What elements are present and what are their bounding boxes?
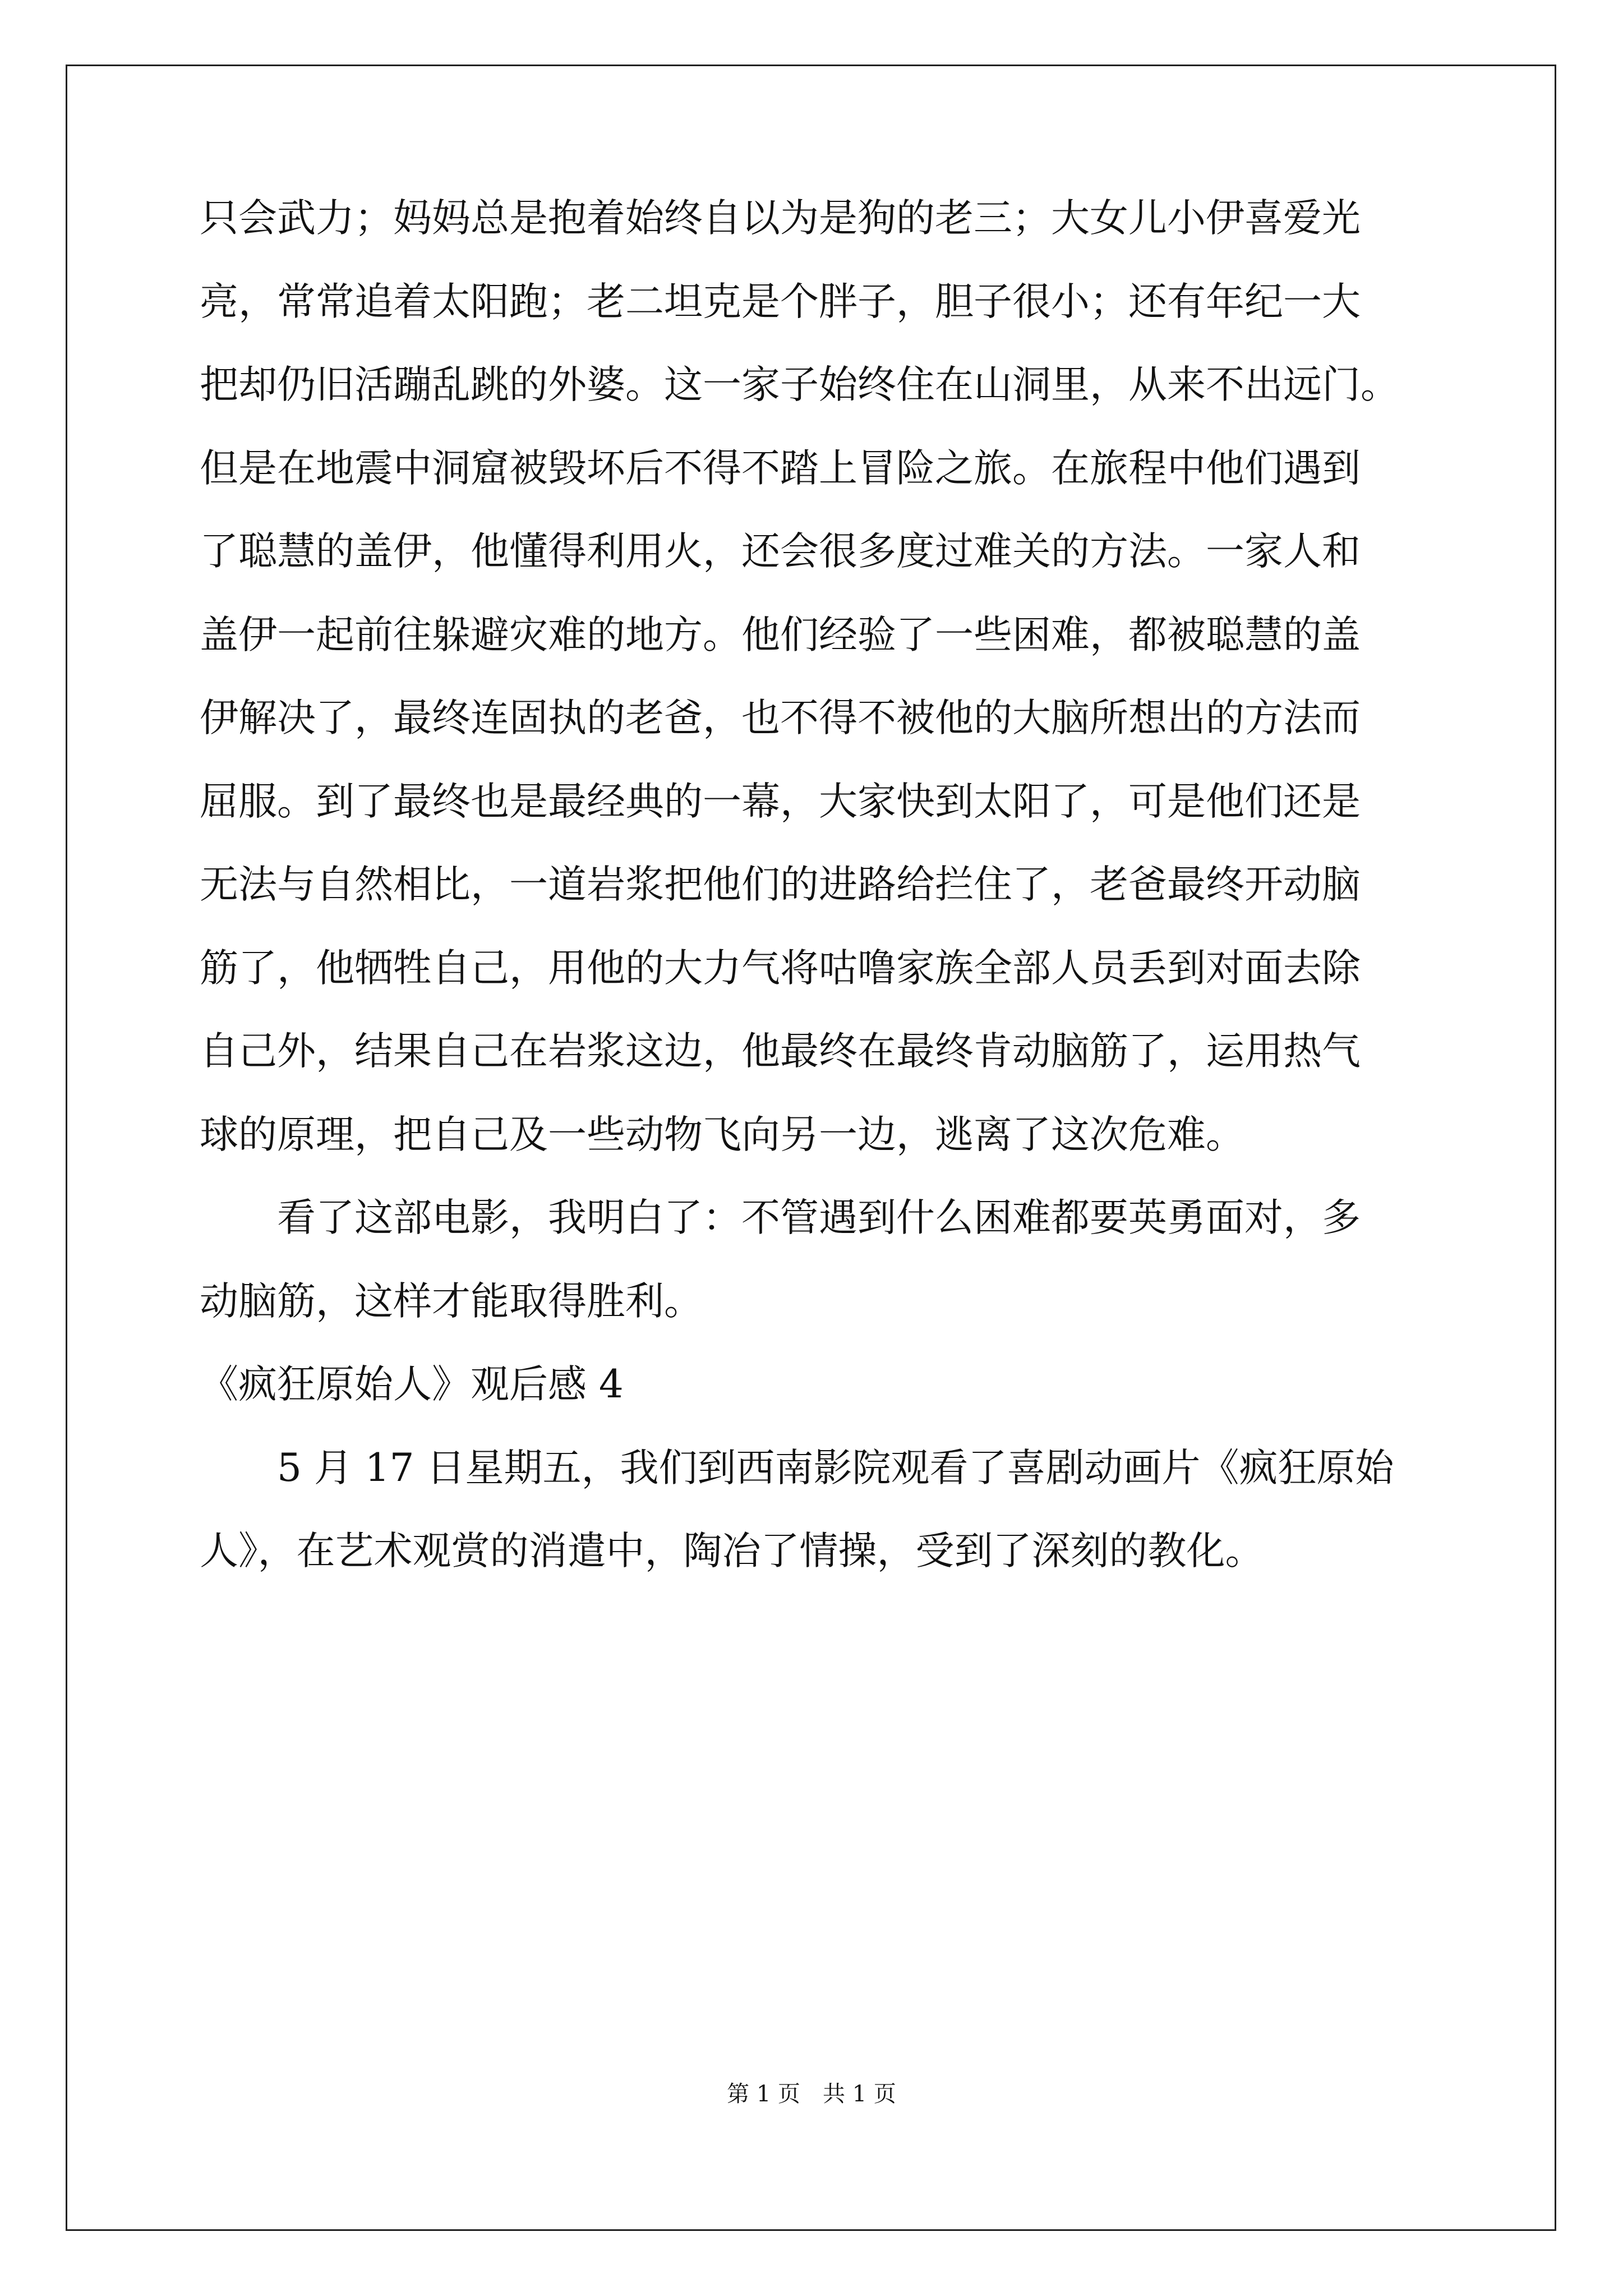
paragraph-line: 了聪慧的盖伊，他懂得利用火，还会很多度过难关的方法。一家人和 [200,529,1361,574]
paragraph-line: 盖伊一起前往躲避灾难的地方。他们经验了一些困难，都被聪慧的盖 [200,613,1361,657]
paragraph-line: 人》，在艺术观赏的消遣中，陶冶了情操，受到了深刻的教化。 [200,1529,1264,1573]
paragraph-line: 5 月 17 日星期五，我们到西南影院观看了喜剧动画片《疯狂原始 [277,1446,1394,1490]
paragraph-line: 只会武力；妈妈总是抱着始终自以为是狗的老三；大女儿小伊喜爱光 [200,196,1361,241]
paragraph-line: 屈服。到了最终也是最经典的一幕，大家快到太阳了，可是他们还是 [200,779,1361,824]
paragraph-line: 把却仍旧活蹦乱跳的外婆。这一家子始终住在山洞里，从来不出远门。 [200,362,1399,407]
paragraph-line: 无法与自然相比，一道岩浆把他们的进路给拦住了，老爸最终开动脑 [200,862,1361,907]
page-footer: 第 1 页 共 1 页 [727,2081,896,2107]
paragraph-line: 伊解决了，最终连固执的老爸，也不得不被他的大脑所想出的方法而 [200,696,1361,740]
section-heading: 《疯狂原始人》观后感 4 [200,1362,624,1407]
paragraph-line: 动脑筋，这样才能取得胜利。 [200,1279,703,1324]
paragraph-line: 筋了，他牺牲自己，用他的大力气将咕噜家族全部人员丢到对面去除 [200,946,1361,991]
paragraph-line: 但是在地震中洞窟被毁坏后不得不踏上冒险之旅。在旅程中他们遇到 [200,446,1361,491]
paragraph-line: 亮，常常追着太阳跑；老二坦克是个胖子，胆子很小；还有年纪一大 [200,279,1361,324]
paragraph-line: 自己外，结果自己在岩浆这边，他最终在最终肯动脑筋了，运用热气 [200,1029,1361,1074]
paragraph-line: 球的原理，把自己及一些动物飞向另一边，逃离了这次危难。 [200,1112,1244,1157]
paragraph-line: 看了这部电影，我明白了：不管遇到什么困难都要英勇面对，多 [277,1195,1361,1240]
